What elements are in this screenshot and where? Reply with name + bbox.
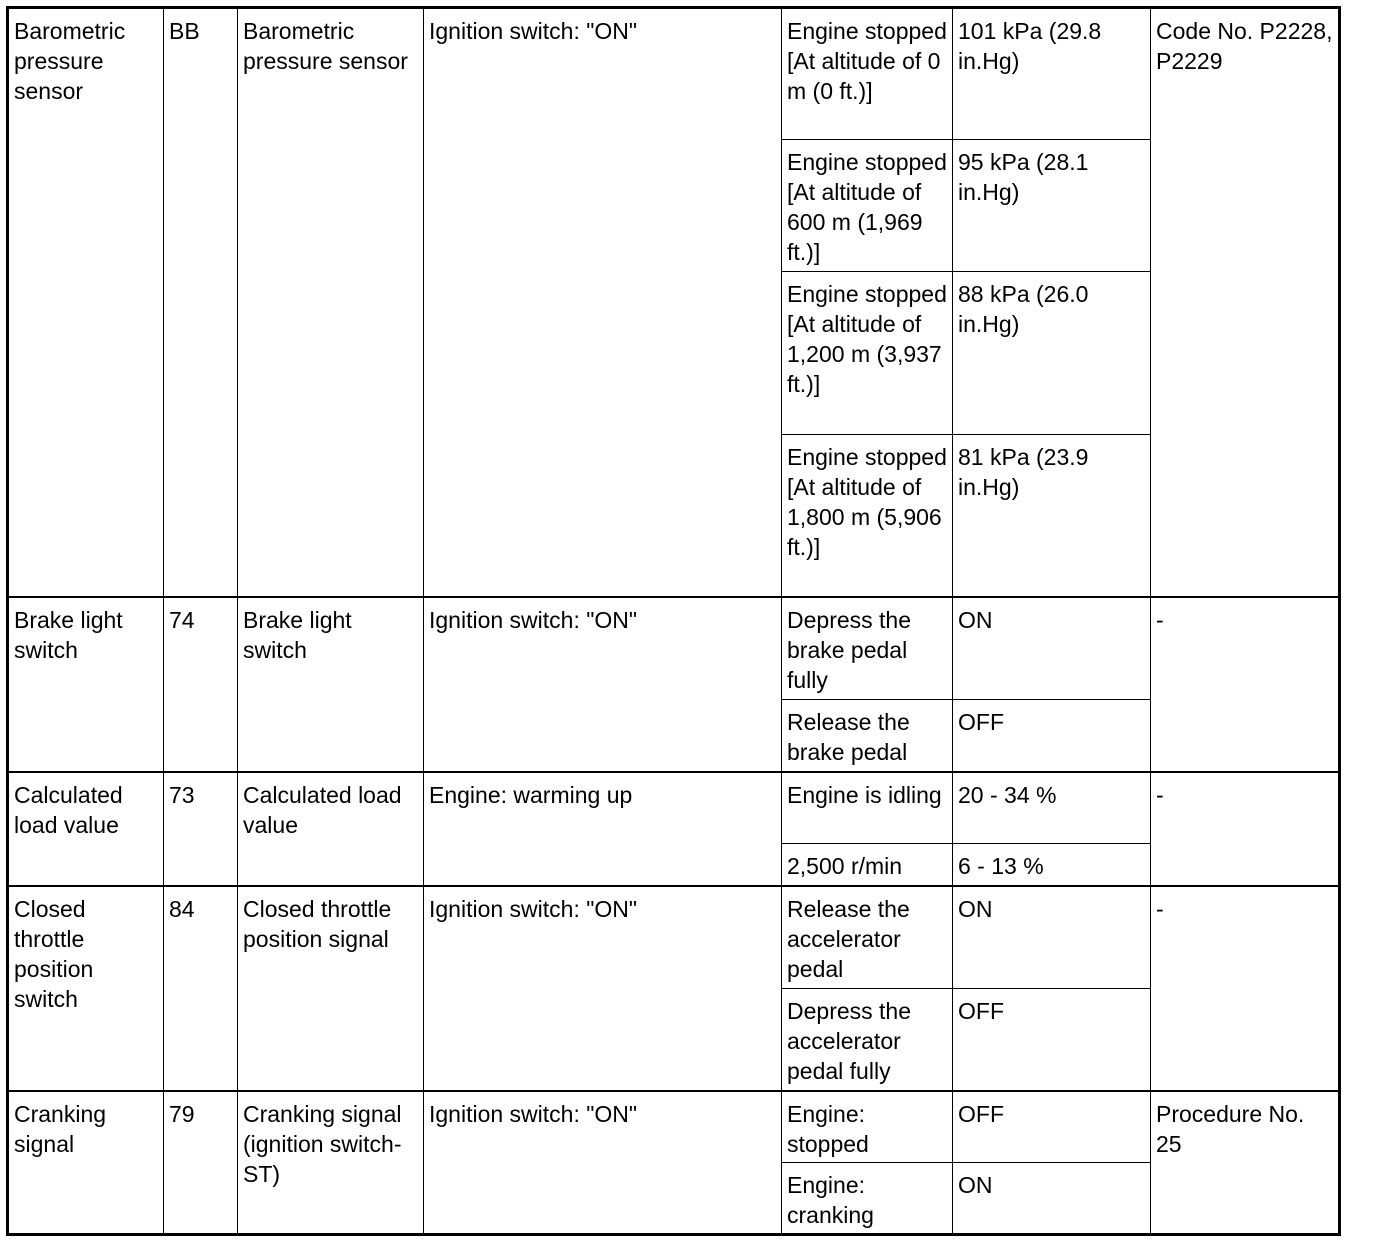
code-cell: BB	[164, 8, 238, 597]
code-cell: 74	[164, 597, 238, 772]
condition-cell: Ignition switch: "ON"	[424, 8, 782, 597]
table-row	[8, 772, 1340, 844]
reference-cell: -	[1151, 886, 1340, 1091]
table-row	[8, 597, 1340, 700]
table-row	[8, 8, 1340, 140]
item-name-cell: Calculated load value	[8, 772, 164, 886]
condition-cell: Ignition switch: "ON"	[424, 597, 782, 772]
sub-condition-cell: Engine: stopped	[782, 1091, 953, 1163]
item-name-cell: Closed throttle position switch	[8, 886, 164, 1091]
reference-cell: Procedure No. 25	[1151, 1091, 1340, 1235]
reference-cell: Code No. P2228, P2229	[1151, 8, 1340, 597]
sub-condition-cell: Engine stopped [At altitude of 600 m (1,969 ft.)]	[782, 140, 953, 272]
sub-condition-cell: Engine: cranking	[782, 1163, 953, 1235]
value-cell: 20 - 34 %	[953, 772, 1151, 844]
value-cell: 6 - 13 %	[953, 844, 1151, 886]
item-name-cell: Barometric pressure sensor	[8, 8, 164, 597]
sub-condition-cell: 2,500 r/min	[782, 844, 953, 886]
display-item-cell: Barometric pressure sensor	[238, 8, 424, 597]
value-cell: 81 kPa (23.9 in.Hg)	[953, 435, 1151, 597]
sub-condition-cell: Depress the accelerator pedal fully	[782, 989, 953, 1091]
value-cell: ON	[953, 597, 1151, 700]
value-cell: 95 kPa (28.1 in.Hg)	[953, 140, 1151, 272]
sub-condition-cell: Release the accelerator pedal	[782, 886, 953, 989]
display-item-cell: Closed throttle position signal	[238, 886, 424, 1091]
display-item-cell: Calculated load value	[238, 772, 424, 886]
item-name-cell: Brake light switch	[8, 597, 164, 772]
value-cell: 88 kPa (26.0 in.Hg)	[953, 272, 1151, 435]
sub-condition-cell: Engine stopped [At altitude of 1,800 m (5,906 ft.)]	[782, 435, 953, 597]
sub-condition-cell: Engine stopped [At altitude of 0 m (0 ft.)]	[782, 8, 953, 140]
sub-condition-cell: Engine stopped [At altitude of 1,200 m (3,937 ft.)]	[782, 272, 953, 435]
value-cell: OFF	[953, 700, 1151, 772]
value-cell: ON	[953, 886, 1151, 989]
value-cell: OFF	[953, 1091, 1151, 1163]
display-item-cell: Cranking signal (ignition switch-ST)	[238, 1091, 424, 1235]
sub-condition-cell: Engine is idling	[782, 772, 953, 844]
data-monitor-table	[6, 6, 1341, 1236]
code-cell: 73	[164, 772, 238, 886]
value-cell: ON	[953, 1163, 1151, 1235]
table-row	[8, 886, 1340, 989]
reference-cell: -	[1151, 597, 1340, 772]
display-item-cell: Brake light switch	[238, 597, 424, 772]
item-name-cell: Cranking signal	[8, 1091, 164, 1235]
condition-cell: Ignition switch: "ON"	[424, 1091, 782, 1235]
code-cell: 84	[164, 886, 238, 1091]
sub-condition-cell: Depress the brake pedal fully	[782, 597, 953, 700]
table-row	[8, 1091, 1340, 1163]
reference-cell: -	[1151, 772, 1340, 886]
condition-cell: Engine: warming up	[424, 772, 782, 886]
code-cell: 79	[164, 1091, 238, 1235]
value-cell: 101 kPa (29.8 in.Hg)	[953, 8, 1151, 140]
value-cell: OFF	[953, 989, 1151, 1091]
sub-condition-cell: Release the brake pedal	[782, 700, 953, 772]
condition-cell: Ignition switch: "ON"	[424, 886, 782, 1091]
